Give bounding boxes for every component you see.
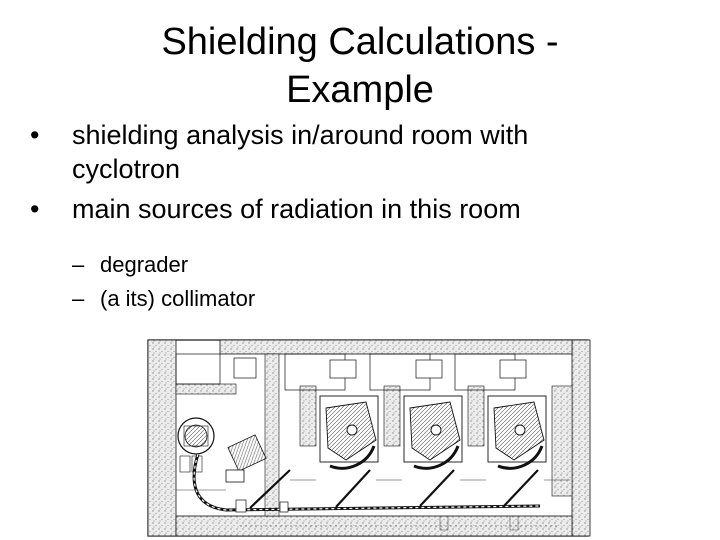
- slide-title-line1: Shielding Calculations -: [161, 21, 559, 63]
- bullet-item: [22, 192, 702, 226]
- cyclotron-floor-plan: [140, 330, 600, 540]
- bullet-marker: •: [30, 120, 40, 150]
- sub-bullet-list: [72, 248, 255, 316]
- sub-bullet-item: [72, 248, 255, 282]
- dash-marker: –: [72, 286, 85, 311]
- bullet-text-line2: cyclotron: [72, 154, 181, 184]
- sub-bullet-text: (a its) collimator: [100, 286, 256, 311]
- gantry-room-1: [320, 396, 378, 468]
- degrader-area: [226, 435, 266, 482]
- bullet-text-line1: shielding analysis in/around room with: [72, 120, 529, 150]
- bullet-text-line1: main sources of radiation in this room: [72, 194, 521, 224]
- sub-bullet-text: degrader: [100, 252, 189, 277]
- gantry-room-2: [404, 396, 462, 468]
- bullet-marker: •: [30, 194, 40, 224]
- sub-bullet-item: [72, 282, 255, 316]
- slide-title-line2: Example: [286, 69, 434, 111]
- gantry-room-3: [488, 396, 546, 468]
- slide-title: [100, 18, 620, 114]
- bullet-item: [22, 118, 702, 186]
- bullet-list: [22, 118, 702, 232]
- dash-marker: –: [72, 252, 85, 277]
